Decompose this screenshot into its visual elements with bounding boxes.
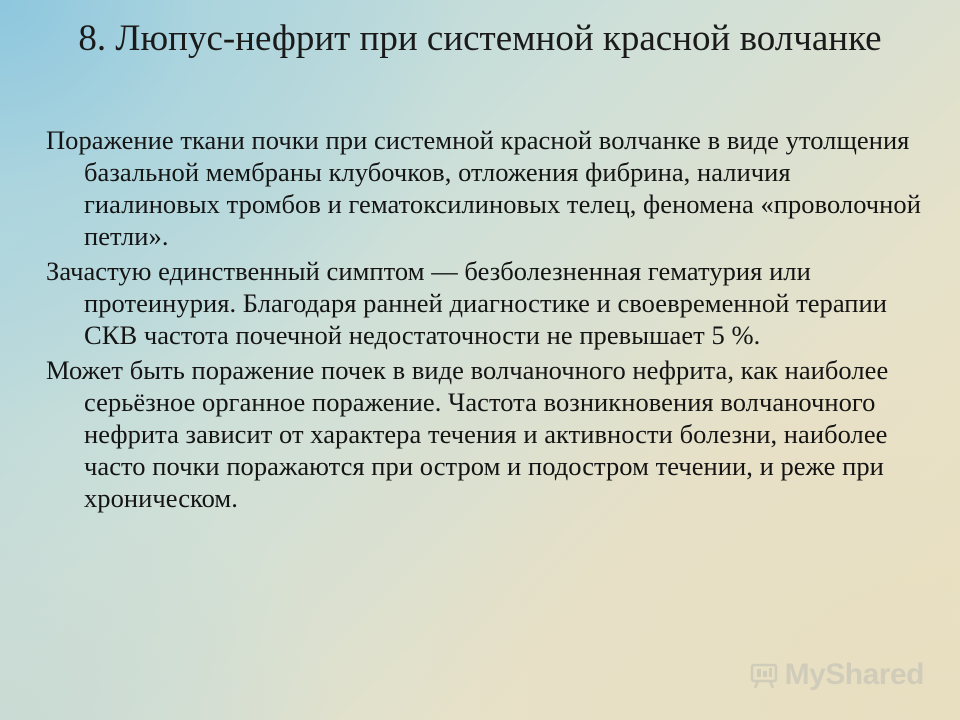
slide-body — [46, 124, 926, 517]
paragraph-1: Поражение ткани почки при системной красной волчанке в виде утолщения базальной мембраны клубочков, отложения фибрина, наличия гиалиновых тромбов и гематоксилиновых телец, феномена «проволочной петли». — [46, 125, 921, 251]
watermark-text: MyShared — [784, 658, 924, 691]
paragraph-2: Зачастую единственный симптом — безболезненная гематурия или протеинурия. Благодаря ранней диагностике и своевременной терапии СКВ частота почечной недостаточности не превышает 5 %. — [46, 256, 887, 350]
slide-title: 8. Люпус-нефрит при системной красной волчанке — [78, 18, 882, 59]
presentation-board-icon — [749, 660, 779, 690]
paragraph-3: Может быть поражение почек в виде волчаночного нефрита, как наиболее серьёзное органное поражение. Частота возникновения волчаночного нефрита зависит от характера течения и активности болезни, наиболее часто почки поражаются при остром и подостром течении, и реже при хроническом. — [46, 355, 889, 513]
watermark-logo — [749, 658, 924, 692]
